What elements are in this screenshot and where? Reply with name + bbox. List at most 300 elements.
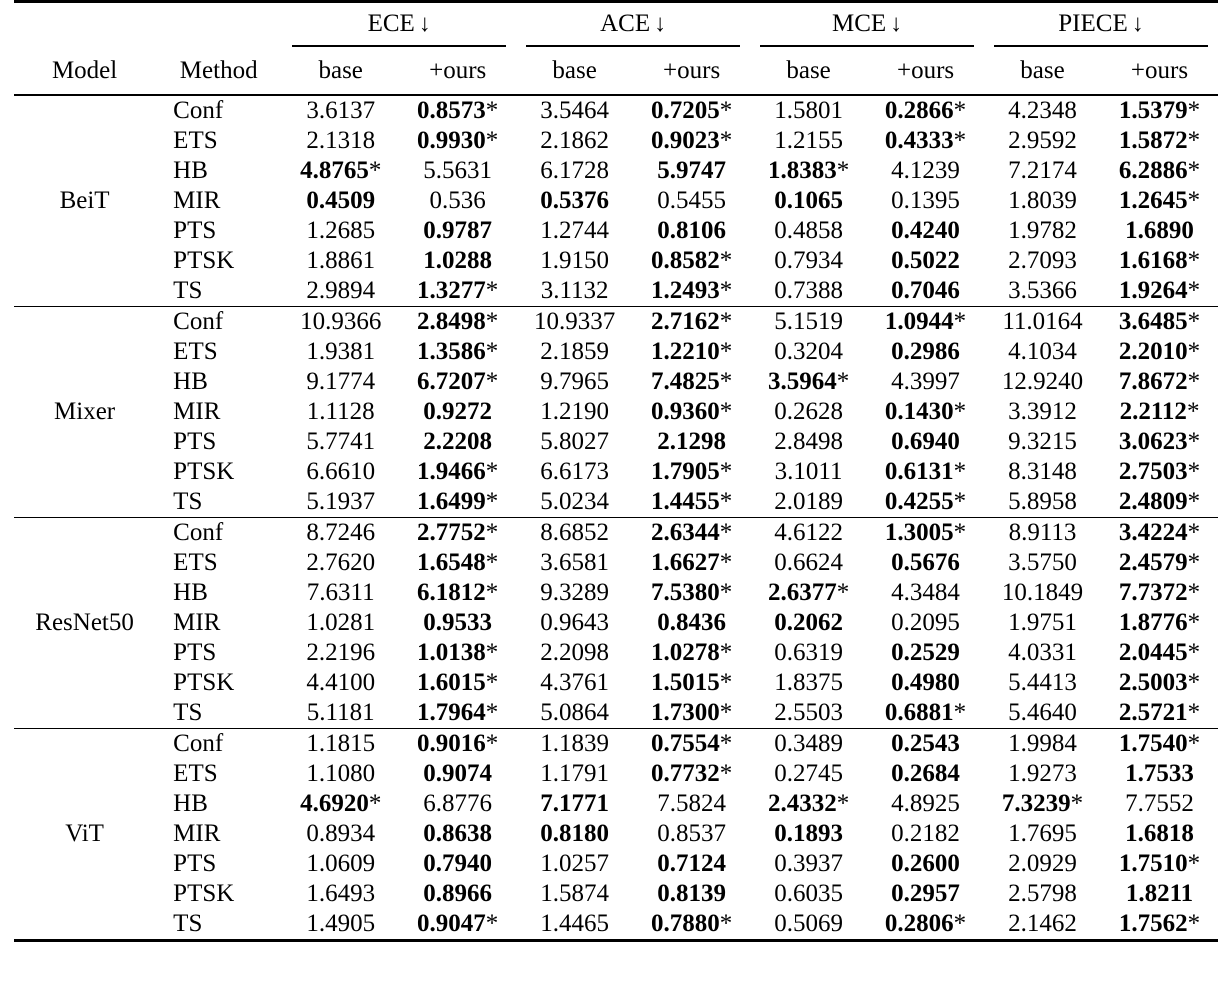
- metric-value-cell: [750, 307, 867, 337]
- metric-value: 0.9023: [650, 126, 720, 154]
- metric-value: 2.1862: [540, 126, 610, 154]
- metric-value-cell: [867, 638, 984, 668]
- metric-value: 0.7124: [657, 849, 726, 877]
- metric-value-cell: [399, 909, 516, 941]
- significance-asterisk: *: [719, 578, 733, 606]
- calibration-results-table: [14, 0, 1218, 942]
- metric-value: 2.0445: [1118, 638, 1188, 666]
- metric-value: 0.4333: [884, 126, 954, 154]
- metric-value-cell: [867, 96, 984, 126]
- metric-value: 2.7162: [650, 307, 720, 335]
- metric-value: 0.9787: [423, 216, 493, 244]
- metric-value-cell: [750, 879, 867, 909]
- metric-value: 1.0609: [306, 849, 376, 877]
- metric-value-cell: [516, 729, 633, 759]
- column-header-method: Method: [179, 56, 258, 84]
- metric-value-cell: [750, 186, 867, 216]
- significance-asterisk: *: [719, 487, 733, 515]
- significance-asterisk: *: [836, 789, 850, 817]
- metric-group-cmidrule: [526, 45, 740, 47]
- metric-value-cell: [984, 186, 1101, 216]
- metric-value: 3.5366: [1008, 276, 1077, 304]
- metric-value: 1.0281: [306, 608, 376, 636]
- metric-value-cell: [399, 397, 516, 427]
- metric-value-cell: [282, 307, 399, 337]
- significance-asterisk: *: [485, 548, 499, 576]
- metric-value-cell: [984, 879, 1101, 909]
- metric-value: 1.7964: [417, 698, 486, 726]
- metric-value: 3.5464: [540, 96, 610, 124]
- metric-value: 8.9113: [1008, 518, 1077, 546]
- table-row: [14, 729, 1218, 759]
- metric-value: 0.8436: [657, 608, 726, 636]
- metric-value-cell: [282, 337, 399, 367]
- metric-value-cell: [399, 337, 516, 367]
- metric-value-cell: [984, 698, 1101, 729]
- metric-value-cell: [984, 246, 1101, 276]
- metric-value: 0.3489: [774, 729, 843, 757]
- metric-value-cell: [633, 608, 750, 638]
- metric-value: 5.8958: [1008, 487, 1077, 515]
- metric-value-cell: [282, 397, 399, 427]
- metric-value-cell: [1101, 337, 1218, 367]
- metric-value-cell: [516, 819, 633, 849]
- metric-value-cell: [282, 186, 399, 216]
- metric-value-cell: [984, 487, 1101, 518]
- metric-value-cell: [750, 337, 867, 367]
- metric-value: 3.1011: [774, 457, 843, 485]
- metric-value: 0.9930: [417, 126, 486, 154]
- metric-value-cell: [1101, 819, 1218, 849]
- metric-value-cell: [867, 819, 984, 849]
- metric-value: 7.5824: [657, 789, 726, 817]
- metric-value: 1.1791: [540, 759, 610, 787]
- metric-value-cell: [1101, 156, 1218, 186]
- metric-value-cell: [516, 578, 633, 608]
- metric-value: 4.1239: [891, 156, 960, 184]
- metric-value: 0.4980: [891, 668, 960, 696]
- significance-asterisk: *: [1186, 397, 1200, 425]
- metric-group-header-ece: [282, 3, 516, 50]
- metric-value-cell: [867, 307, 984, 337]
- metric-value-cell: [984, 156, 1101, 186]
- significance-asterisk: *: [1187, 246, 1201, 274]
- metric-value: 5.0234: [540, 487, 610, 515]
- column-header-ace-ours: +ours: [663, 56, 721, 84]
- metric-value: 0.6131: [884, 457, 954, 485]
- metric-value: 7.8672: [1118, 367, 1188, 395]
- metric-value-cell: [1101, 518, 1218, 548]
- metric-value: 0.8573: [417, 96, 486, 124]
- metric-value-cell: [633, 367, 750, 397]
- significance-asterisk: *: [719, 276, 733, 304]
- significance-asterisk: *: [1187, 849, 1201, 877]
- metric-group-cmidrule: [994, 45, 1208, 47]
- metric-group-header-row: [14, 3, 1218, 50]
- metric-value-cell: [399, 487, 516, 518]
- metric-value-cell: [750, 849, 867, 879]
- column-header-ece-ours: +ours: [429, 56, 487, 84]
- metric-value: 1.8776: [1118, 608, 1188, 636]
- metric-value-cell: [867, 849, 984, 879]
- significance-asterisk: *: [719, 246, 733, 274]
- metric-value-cell: [399, 698, 516, 729]
- metric-value: 0.9272: [423, 397, 493, 425]
- metric-value-cell: [867, 216, 984, 246]
- metric-value: 2.8498: [417, 307, 486, 335]
- significance-asterisk: *: [1187, 156, 1201, 184]
- metric-value-cell: [516, 276, 633, 307]
- metric-value: 7.2174: [1008, 156, 1077, 184]
- metric-value: 1.8861: [306, 246, 376, 274]
- metric-value-cell: [633, 518, 750, 548]
- significance-asterisk: *: [953, 307, 967, 335]
- metric-value-cell: [282, 246, 399, 276]
- metric-value: 0.4255: [884, 487, 954, 515]
- metric-value-cell: [867, 487, 984, 518]
- metric-value: 0.7205: [650, 96, 720, 124]
- metric-value-cell: [867, 759, 984, 789]
- metric-value: 10.9337: [534, 307, 616, 335]
- metric-value-cell: [399, 216, 516, 246]
- metric-value-cell: [633, 186, 750, 216]
- metric-value: 0.2628: [774, 397, 843, 425]
- metric-value-cell: [633, 879, 750, 909]
- metric-value: 0.2600: [891, 849, 960, 877]
- metric-value-cell: [633, 246, 750, 276]
- method-name-cell: Conf: [173, 729, 224, 757]
- significance-asterisk: *: [719, 397, 733, 425]
- metric-value: 2.7503: [1118, 457, 1188, 485]
- table-row: [14, 698, 1218, 729]
- significance-asterisk: *: [1187, 276, 1201, 304]
- metric-value-cell: [750, 638, 867, 668]
- metric-value: 8.3148: [1008, 457, 1077, 485]
- table-row: [14, 879, 1218, 909]
- metric-value-cell: [633, 96, 750, 126]
- method-name-cell: TS: [173, 276, 203, 304]
- table-row: [14, 96, 1218, 126]
- table-row: [14, 909, 1218, 941]
- metric-value-cell: [1101, 698, 1218, 729]
- method-name-cell: PTS: [173, 216, 217, 244]
- metric-value-cell: [516, 668, 633, 698]
- metric-value: 1.8375: [774, 668, 843, 696]
- metric-value: 2.2112: [1119, 397, 1187, 425]
- metric-value: 9.3215: [1008, 427, 1077, 455]
- significance-asterisk: *: [1187, 638, 1201, 666]
- metric-value-cell: [399, 668, 516, 698]
- metric-value-cell: [867, 367, 984, 397]
- metric-value-cell: [1101, 638, 1218, 668]
- metric-value-cell: [1101, 909, 1218, 941]
- metric-value: 0.7554: [650, 729, 720, 757]
- metric-value-cell: [516, 307, 633, 337]
- metric-value-cell: [984, 909, 1101, 941]
- significance-asterisk: *: [953, 126, 967, 154]
- metric-value-cell: [750, 518, 867, 548]
- table-footer: [14, 940, 1218, 942]
- metric-value-cell: [984, 789, 1101, 819]
- significance-asterisk: *: [1187, 307, 1201, 335]
- metric-value-cell: [516, 638, 633, 668]
- metric-value: 1.7510: [1118, 849, 1188, 877]
- metric-value-cell: [633, 759, 750, 789]
- metric-value: 1.2210: [650, 337, 720, 365]
- metric-value: 0.2062: [774, 608, 843, 636]
- significance-asterisk: *: [368, 789, 382, 817]
- significance-asterisk: *: [719, 96, 733, 124]
- metric-value-cell: [984, 759, 1101, 789]
- metric-value: 0.2095: [891, 608, 960, 636]
- table-row: [14, 276, 1218, 307]
- significance-asterisk: *: [719, 668, 733, 696]
- significance-asterisk: *: [953, 457, 967, 485]
- metric-value: 6.1728: [540, 156, 610, 184]
- metric-value-cell: [750, 819, 867, 849]
- metric-value: 2.5503: [774, 698, 843, 726]
- metric-value: 5.4640: [1008, 698, 1077, 726]
- metric-value-cell: [750, 276, 867, 307]
- table-row: [14, 518, 1218, 548]
- metric-value: 1.7695: [1008, 819, 1077, 847]
- metric-value: 3.6137: [306, 96, 376, 124]
- metric-value: 7.4825: [650, 367, 720, 395]
- significance-asterisk: *: [485, 518, 499, 546]
- metric-value: 1.9273: [1008, 759, 1077, 787]
- table-row: [14, 487, 1218, 518]
- metric-value: 6.7207: [417, 367, 486, 395]
- metric-value: 0.7046: [891, 276, 960, 304]
- metric-value: 2.1462: [1008, 909, 1077, 937]
- table-row: [14, 457, 1218, 487]
- metric-value-cell: [750, 96, 867, 126]
- metric-value-cell: [399, 759, 516, 789]
- metric-value-cell: [1101, 729, 1218, 759]
- metric-value-cell: [399, 879, 516, 909]
- metric-value: 4.3761: [540, 668, 610, 696]
- metric-value: 2.7620: [306, 548, 376, 576]
- metric-value-cell: [633, 849, 750, 879]
- method-name-cell: ETS: [173, 759, 218, 787]
- metric-value: 0.4509: [306, 186, 376, 214]
- metric-group-label: MCE: [831, 10, 887, 37]
- metric-value-cell: [516, 126, 633, 156]
- metric-value: 7.3239: [1001, 789, 1071, 817]
- significance-asterisk: *: [485, 276, 499, 304]
- significance-asterisk: *: [1187, 608, 1201, 636]
- metric-value: 2.7752: [417, 518, 486, 546]
- metric-value-cell: [750, 427, 867, 457]
- metric-value: 8.7246: [306, 518, 376, 546]
- metric-value-cell: [1101, 759, 1218, 789]
- metric-value: 4.3484: [891, 578, 960, 606]
- metric-value-cell: [633, 427, 750, 457]
- bottom-rule: [14, 940, 1218, 942]
- table-header: [14, 2, 1218, 96]
- lower-is-better-arrow-icon: ↓: [418, 11, 431, 37]
- metric-value-cell: [984, 638, 1101, 668]
- metric-value-cell: [282, 879, 399, 909]
- metric-value-cell: [867, 126, 984, 156]
- metric-value-cell: [399, 457, 516, 487]
- metric-value-cell: [984, 397, 1101, 427]
- metric-value: 1.7905: [650, 457, 720, 485]
- significance-asterisk: *: [836, 156, 850, 184]
- metric-value: 2.4332: [767, 789, 837, 817]
- metric-value-cell: [867, 608, 984, 638]
- metric-value: 0.7388: [774, 276, 843, 304]
- table-body: [14, 96, 1218, 941]
- metric-value: 0.9047: [417, 909, 486, 937]
- significance-asterisk: *: [719, 548, 733, 576]
- metric-value: 1.6493: [306, 879, 376, 907]
- metric-group-header-piece: [984, 3, 1218, 50]
- method-name-cell: PTS: [173, 638, 217, 666]
- metric-value-cell: [633, 216, 750, 246]
- significance-asterisk: *: [1187, 427, 1201, 455]
- metric-value-cell: [516, 216, 633, 246]
- metric-value: 2.6344: [650, 518, 720, 546]
- significance-asterisk: *: [485, 307, 499, 335]
- metric-value-cell: [516, 246, 633, 276]
- metric-value: 9.7965: [540, 367, 610, 395]
- metric-value-cell: [984, 337, 1101, 367]
- metric-value: 0.3937: [774, 849, 843, 877]
- metric-value-cell: [750, 668, 867, 698]
- metric-value-cell: [399, 578, 516, 608]
- metric-value: 0.1065: [774, 186, 843, 214]
- significance-asterisk: *: [1187, 729, 1201, 757]
- table-row: [14, 759, 1218, 789]
- metric-value-cell: [516, 156, 633, 186]
- metric-value: 3.1132: [540, 276, 609, 304]
- metric-value-cell: [750, 216, 867, 246]
- metric-value-cell: [1101, 879, 1218, 909]
- metric-value: 6.6610: [306, 457, 376, 485]
- metric-value: 1.4465: [540, 909, 610, 937]
- metric-value: 1.9782: [1008, 216, 1077, 244]
- metric-value-cell: [399, 518, 516, 548]
- metric-value: 7.1771: [540, 789, 610, 817]
- significance-asterisk: *: [1187, 487, 1201, 515]
- method-name-cell: HB: [173, 578, 208, 606]
- metric-value-cell: [633, 397, 750, 427]
- metric-value: 1.6890: [1125, 216, 1194, 244]
- significance-asterisk: *: [1187, 457, 1201, 485]
- metric-value-cell: [516, 909, 633, 941]
- metric-value: 2.5798: [1008, 879, 1077, 907]
- table-row: [14, 126, 1218, 156]
- significance-asterisk: *: [719, 457, 733, 485]
- metric-value-cell: [282, 668, 399, 698]
- metric-value-cell: [282, 518, 399, 548]
- significance-asterisk: *: [719, 307, 733, 335]
- significance-asterisk: *: [836, 367, 850, 395]
- metric-value-cell: [633, 548, 750, 578]
- metric-value-cell: [282, 96, 399, 126]
- significance-asterisk: *: [953, 487, 967, 515]
- header-spacer-model: [14, 3, 155, 50]
- metric-value: 5.9747: [657, 156, 726, 184]
- metric-value-cell: [399, 367, 516, 397]
- metric-value: 10.9366: [300, 307, 382, 335]
- metric-value: 1.6548: [417, 548, 486, 576]
- metric-value-cell: [1101, 276, 1218, 307]
- metric-value-cell: [1101, 849, 1218, 879]
- method-name-cell: MIR: [173, 186, 221, 214]
- significance-asterisk: *: [368, 156, 382, 184]
- metric-value: 0.8966: [423, 879, 493, 907]
- metric-value-cell: [750, 487, 867, 518]
- metric-value: 0.8180: [540, 819, 610, 847]
- metric-value: 1.5872: [1118, 126, 1188, 154]
- metric-value-cell: [399, 246, 516, 276]
- method-name-cell: HB: [173, 367, 208, 395]
- metric-value-cell: [750, 367, 867, 397]
- metric-value-cell: [516, 759, 633, 789]
- metric-value: 0.6940: [891, 427, 960, 455]
- metric-group-cmidrule: [760, 45, 974, 47]
- metric-value: 0.9074: [423, 759, 493, 787]
- metric-value-cell: [867, 246, 984, 276]
- metric-value: 0.536: [429, 186, 486, 214]
- metric-value: 1.4905: [306, 909, 376, 937]
- metric-value: 11.0164: [1002, 307, 1083, 335]
- metric-value: 2.9592: [1008, 126, 1077, 154]
- significance-asterisk: *: [485, 457, 499, 485]
- metric-value: 2.2208: [423, 427, 493, 455]
- method-name-cell: Conf: [173, 307, 224, 335]
- significance-asterisk: *: [1187, 909, 1201, 937]
- metric-value-cell: [633, 276, 750, 307]
- metric-value: 4.8925: [891, 789, 960, 817]
- metric-value: 5.4413: [1008, 668, 1077, 696]
- metric-value: 4.6122: [774, 518, 843, 546]
- significance-asterisk: *: [485, 668, 499, 696]
- metric-value: 2.7093: [1008, 246, 1077, 274]
- table-row: [14, 548, 1218, 578]
- significance-asterisk: *: [1187, 548, 1201, 576]
- metric-value-cell: [282, 909, 399, 941]
- column-header-mce-base: base: [786, 56, 831, 84]
- metric-value-cell: [516, 548, 633, 578]
- metric-value: 1.8039: [1008, 186, 1077, 214]
- metric-value: 0.5376: [540, 186, 610, 214]
- metric-value-cell: [1101, 367, 1218, 397]
- metric-value-cell: [516, 427, 633, 457]
- method-name-cell: Conf: [173, 518, 224, 546]
- metric-value-cell: [984, 819, 1101, 849]
- significance-asterisk: *: [1187, 186, 1201, 214]
- significance-asterisk: *: [1187, 367, 1201, 395]
- metric-value-cell: [1101, 216, 1218, 246]
- metric-value: 2.0189: [774, 487, 843, 515]
- metric-value: 0.6624: [774, 548, 843, 576]
- column-header-piece-base: base: [1020, 56, 1065, 84]
- metric-value: 6.2886: [1118, 156, 1188, 184]
- metric-value-cell: [282, 216, 399, 246]
- metric-value-cell: [399, 96, 516, 126]
- metric-value-cell: [1101, 126, 1218, 156]
- metric-value-cell: [984, 548, 1101, 578]
- metric-value-cell: [633, 668, 750, 698]
- metric-value-cell: [1101, 457, 1218, 487]
- metric-value-cell: [282, 759, 399, 789]
- metric-value-cell: [399, 427, 516, 457]
- metric-group-label: PIECE: [1058, 10, 1128, 37]
- metric-value: 1.3586: [417, 337, 486, 365]
